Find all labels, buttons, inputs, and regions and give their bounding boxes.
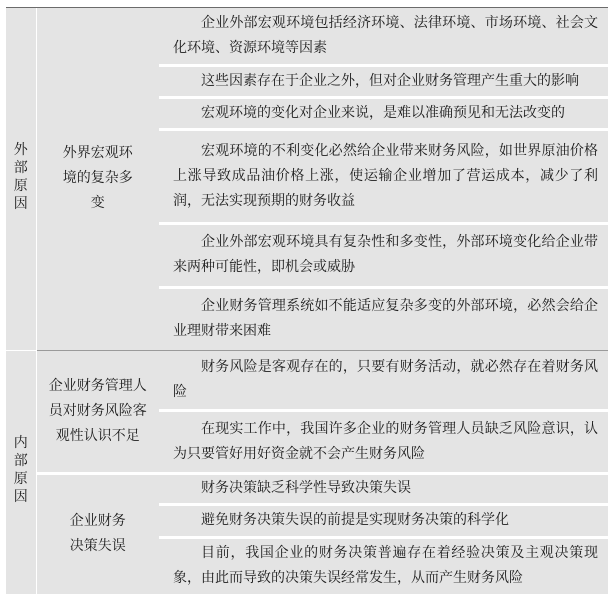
description-cell: 这些因素存在于企业之外，但对企业财务管理产生重大的影响 <box>159 65 608 97</box>
subcategory-cell <box>36 8 159 350</box>
category-cell-external <box>6 8 36 350</box>
description-cell: 企业外部宏观环境包括经济环境、法律环境、市场环境、社会文化环境、资源环境等因素 <box>159 8 608 65</box>
description-cell: 财务决策缺乏科学性导致决策失误 <box>159 473 608 504</box>
category-cell-internal <box>6 350 36 594</box>
table-row <box>6 8 608 65</box>
subcategory-label: 企业财务管理人员对财务风险客观性认识不足 <box>48 377 147 444</box>
subcategory-label: 企业财务决策失误 <box>69 513 126 555</box>
table-row <box>6 350 608 410</box>
category-label: 内部原因 <box>13 435 28 506</box>
financial-risk-causes-table <box>6 8 608 594</box>
description-cell: 避免财务决策失误的前提是实现财务决策的科学化 <box>159 504 608 537</box>
description-cell: 宏观环境的不利变化必然给企业带来财务风险，如世界原油价格上涨导致成品油价格上涨，使运输企业增加了营运成本，减少了利润，无法实现预期的财务收益 <box>159 129 608 223</box>
description-cell: 财务风险是客观存在的，只要有财务活动，就必然存在着财务风险 <box>159 350 608 410</box>
category-label: 外部原因 <box>13 141 28 212</box>
subcategory-label: 外界宏观环境的复杂多变 <box>62 145 133 212</box>
financial-risk-table-frame <box>6 7 608 592</box>
description-cell: 目前，我国企业的财务决策普遍存在着经验决策及主观决策现象，由此而导致的决策失误经常发生，从而产生财务风险 <box>159 537 608 594</box>
subcategory-cell <box>36 473 159 594</box>
description-cell: 宏观环境的变化对企业来说，是难以准确预见和无法改变的 <box>159 97 608 129</box>
description-cell: 企业财务管理系统如不能适应复杂多变的外部环境，必然会给企业理财带来困难 <box>159 287 608 350</box>
description-cell: 在现实工作中，我国许多企业的财务管理人员缺乏风险意识，认为只要管好用好资金就不会产生财务风险 <box>159 410 608 473</box>
subcategory-cell <box>36 350 159 473</box>
table-row <box>6 473 608 504</box>
description-cell: 企业外部宏观环境具有复杂性和多变性，外部环境变化给企业带来两种可能性，即机会或威胁 <box>159 223 608 287</box>
